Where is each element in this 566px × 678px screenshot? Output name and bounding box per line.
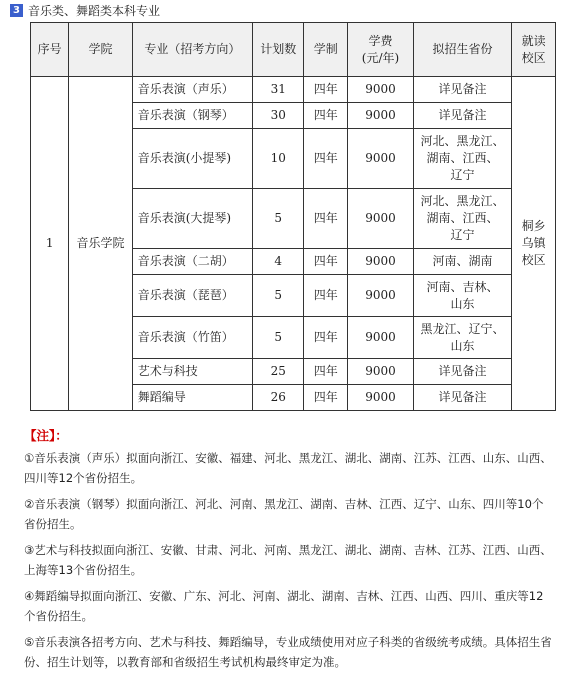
province-cell: 黑龙江、辽宁、 山东 (413, 317, 511, 359)
duration-cell: 四年 (304, 317, 348, 359)
major-cell: 舞蹈编导 (132, 385, 252, 411)
major-cell: 音乐表演（琵琶） (132, 275, 252, 317)
header-seq: 序号 (31, 23, 69, 77)
major-cell: 音乐表演(大提琴) (132, 189, 252, 249)
plan-cell: 30 (253, 103, 304, 129)
duration-cell: 四年 (304, 249, 348, 275)
header-campus: 就读 校区 (512, 23, 556, 77)
header-duration: 学制 (304, 23, 348, 77)
major-cell: 艺术与科技 (132, 359, 252, 385)
seq-cell: 1 (31, 77, 69, 411)
major-cell: 音乐表演（竹笛） (132, 317, 252, 359)
duration-cell: 四年 (304, 103, 348, 129)
fee-cell: 9000 (348, 77, 414, 103)
province-cell: 河南、吉林、 山东 (413, 275, 511, 317)
fee-cell: 9000 (348, 359, 414, 385)
section-header (10, 2, 160, 18)
table-header-row (31, 23, 556, 77)
header-college: 学院 (69, 23, 132, 77)
campus-cell: 桐乡 乌镇 校区 (512, 77, 556, 411)
section-number: 3 (10, 4, 23, 17)
duration-cell: 四年 (304, 77, 348, 103)
header-fee: 学费 (元/年) (348, 23, 414, 77)
enrollment-table (30, 22, 556, 411)
note-5: ⑤音乐表演各招考方向、艺术与科技、舞蹈编导，专业成绩使用对应子科类的省级统考成绩。具体招生省份、招生计划等，以教育部和省级招生考试机构最终审定为准。 (24, 635, 552, 669)
plan-cell: 4 (253, 249, 304, 275)
major-cell: 音乐表演（声乐） (132, 77, 252, 103)
major-cell: 音乐表演（二胡） (132, 249, 252, 275)
major-cell: 音乐表演(小提琴) (132, 129, 252, 189)
header-major: 专业（招考方向） (132, 23, 252, 77)
table-row (31, 77, 556, 103)
province-cell: 河北、黑龙江、 湖南、江西、 辽宁 (413, 129, 511, 189)
province-cell: 详见备注 (413, 359, 511, 385)
notes-heading: 【注】： (24, 428, 68, 443)
header-province: 拟招生省份 (413, 23, 511, 77)
fee-cell: 9000 (348, 275, 414, 317)
plan-cell: 26 (253, 385, 304, 411)
plan-cell: 5 (253, 317, 304, 359)
section-title: 音乐类、舞蹈类本科专业 (28, 3, 161, 18)
note-2: ②音乐表演（钢琴）拟面向浙江、河北、河南、黑龙江、湖南、吉林、江西、辽宁、山东、四川等10个省份招生。 (24, 497, 544, 531)
note-1: ①音乐表演（声乐）拟面向浙江、安徽、福建、河北、黑龙江、湖北、湖南、江苏、江西、山东、山西、四川等12个省份招生。 (24, 451, 552, 485)
province-cell: 详见备注 (413, 385, 511, 411)
plan-cell: 5 (253, 275, 304, 317)
duration-cell: 四年 (304, 189, 348, 249)
fee-cell: 9000 (348, 129, 414, 189)
province-cell: 详见备注 (413, 77, 511, 103)
fee-cell: 9000 (348, 385, 414, 411)
duration-cell: 四年 (304, 359, 348, 385)
fee-cell: 9000 (348, 317, 414, 359)
fee-cell: 9000 (348, 189, 414, 249)
plan-cell: 10 (253, 129, 304, 189)
duration-cell: 四年 (304, 275, 348, 317)
duration-cell: 四年 (304, 129, 348, 189)
college-cell: 音乐学院 (69, 77, 132, 411)
plan-cell: 31 (253, 77, 304, 103)
duration-cell: 四年 (304, 385, 348, 411)
header-plan: 计划数 (253, 23, 304, 77)
note-4: ④舞蹈编导拟面向浙江、安徽、广东、河北、河南、湖北、湖南、吉林、江西、山西、四川、重庆等12个省份招生。 (24, 589, 544, 623)
fee-cell: 9000 (348, 249, 414, 275)
province-cell: 详见备注 (413, 103, 511, 129)
major-cell: 音乐表演（钢琴） (132, 103, 252, 129)
fee-cell: 9000 (348, 103, 414, 129)
plan-cell: 25 (253, 359, 304, 385)
note-3: ③艺术与科技拟面向浙江、安徽、甘肃、河北、河南、黑龙江、湖北、湖南、吉林、江苏、江西、山西、上海等13个省份招生。 (24, 543, 552, 577)
notes-section (24, 426, 554, 678)
province-cell: 河南、湖南 (413, 249, 511, 275)
plan-cell: 5 (253, 189, 304, 249)
province-cell: 河北、黑龙江、 湖南、江西、 辽宁 (413, 189, 511, 249)
